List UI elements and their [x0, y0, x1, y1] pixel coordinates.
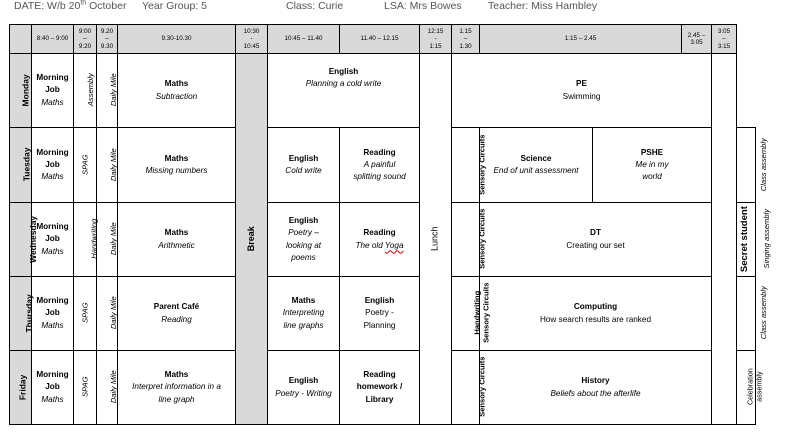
lesson-sensory-circuits: Sensory Circuits: [452, 128, 480, 203]
day-label-monday: Monday: [10, 54, 32, 128]
day-label-thursday: Thursday: [10, 277, 32, 351]
lesson-class-assembly: Class assembly: [737, 128, 756, 203]
lesson-celebration-assembly: Celebration assembly: [737, 351, 756, 425]
time-slot: 1.15 – 1.30: [452, 25, 480, 54]
lesson-morning-job: Morning Job Maths: [32, 351, 74, 425]
lesson-spag: SPAG: [74, 128, 97, 203]
lesson-class-assembly: Class assembly: [737, 277, 756, 351]
time-slot: 11.40 – 12.15: [340, 25, 420, 54]
timetable: [9, 24, 772, 425]
teacher-label: Teacher: Miss Hambley: [488, 0, 598, 12]
lesson-morning-job: Morning Job Maths: [32, 277, 74, 351]
lesson-maths: Maths Subtraction: [118, 54, 236, 128]
lesson-maths: Maths Arithmetic: [118, 203, 236, 277]
time-header-row: [10, 25, 756, 54]
lunch-column: Lunch: [420, 54, 452, 425]
lesson-maths: Maths Interpreting line graphs: [268, 277, 340, 351]
day-label-wednesday: Wednesday: [10, 203, 32, 277]
lesson-pshe: PSHE Me in my world: [635, 147, 669, 182]
time-slot: 9.20 – 9.30: [97, 25, 118, 54]
time-slot: 9.30-10.30: [118, 25, 236, 54]
time-slot: 10:30 - 10:45: [236, 25, 268, 54]
day-row-monday: [10, 54, 756, 128]
lesson-daily-mile: Daily Mile: [97, 351, 118, 425]
day-row-tuesday: [10, 128, 756, 203]
lesson-english: English Poetry - Writing: [268, 351, 340, 425]
year-group-label: Year Group: 5: [142, 0, 207, 12]
time-slot: 1:15 – 2.45: [480, 25, 682, 54]
lesson-spag: SPAG: [74, 277, 97, 351]
lesson-history: History Beliefs about the afterlife: [480, 351, 712, 425]
lesson-morning-job: Morning Job Maths: [32, 128, 74, 203]
date-label: DATE: W/b 20th October: [14, 0, 127, 12]
time-slot: 12:15 - 1:15: [420, 25, 452, 54]
lesson-reading: Reading A painful splitting sound: [340, 128, 420, 203]
lesson-daily-mile: Daily Mile: [97, 128, 118, 203]
lesson-english: English Poetry - Planning: [340, 277, 420, 351]
day-label-friday: Friday: [10, 351, 32, 425]
day-row-wednesday: [10, 203, 756, 277]
lsa-label: LSA: Mrs Bowes: [384, 0, 462, 12]
lesson-english: English Poetry – looking at poems: [268, 203, 340, 277]
lesson-spag: SPAG: [74, 351, 97, 425]
corner-cell: [10, 25, 32, 54]
time-slot: 3:05 – 3:15: [712, 25, 737, 54]
lesson-english: English Cold write: [268, 128, 340, 203]
lesson-morning-job: Morning Job Maths: [32, 203, 74, 277]
lesson-science: Science End of unit assessment: [480, 128, 593, 202]
lesson-morning-job: Morning Job Maths: [32, 54, 74, 128]
day-label-tuesday: Tuesday: [10, 128, 32, 203]
lesson-parent-cafe: Parent Café Reading: [118, 277, 236, 351]
lesson-singing-assembly: Singing assembly: [737, 203, 756, 277]
lesson-science-pshe: [480, 128, 712, 203]
lesson-handwriting-sensory: Handwriting Sensory Circuits: [452, 277, 480, 351]
document-header: [0, 0, 761, 14]
lesson-sensory-circuits: Sensory Circuits: [452, 351, 480, 425]
time-slot: 10:45 – 11.40: [268, 25, 340, 54]
spellcheck-word: Yoga: [384, 240, 404, 250]
lesson-maths: Maths Interpret information in a line graph: [118, 351, 236, 425]
lesson-reading: Reading The old Yoga: [340, 203, 420, 277]
day-row-thursday: [10, 277, 756, 351]
lesson-maths: Maths Missing numbers: [118, 128, 236, 203]
lesson-pe: PE Swimming: [452, 54, 712, 128]
lesson-daily-mile: Daily Mile: [97, 277, 118, 351]
time-slot: 9:00 – 9:20: [74, 25, 97, 54]
lesson-english: English Planning a cold write: [268, 54, 420, 128]
time-slot: 8:40 – 9:00: [32, 25, 74, 54]
day-row-friday: [10, 351, 756, 425]
lesson-daily-mile: Daily Mile: [97, 54, 118, 128]
break-column: Break: [236, 54, 268, 425]
class-label: Class: Curie: [286, 0, 344, 12]
lesson-reading-library: Reading homework / Library: [340, 351, 420, 425]
time-slot: 2.45 – 3.05: [682, 25, 712, 54]
lesson-daily-mile: Daily Mile: [97, 203, 118, 277]
lesson-handwriting: Handwriting: [74, 203, 97, 277]
lesson-computing: Computing How search results are ranked: [480, 277, 712, 351]
secret-student-column: Secret student: [712, 54, 737, 425]
lesson-assembly: Assembly: [74, 54, 97, 128]
lesson-sensory-circuits: Sensory Circuits: [452, 203, 480, 277]
lesson-dt: DT Creating our set: [480, 203, 712, 277]
